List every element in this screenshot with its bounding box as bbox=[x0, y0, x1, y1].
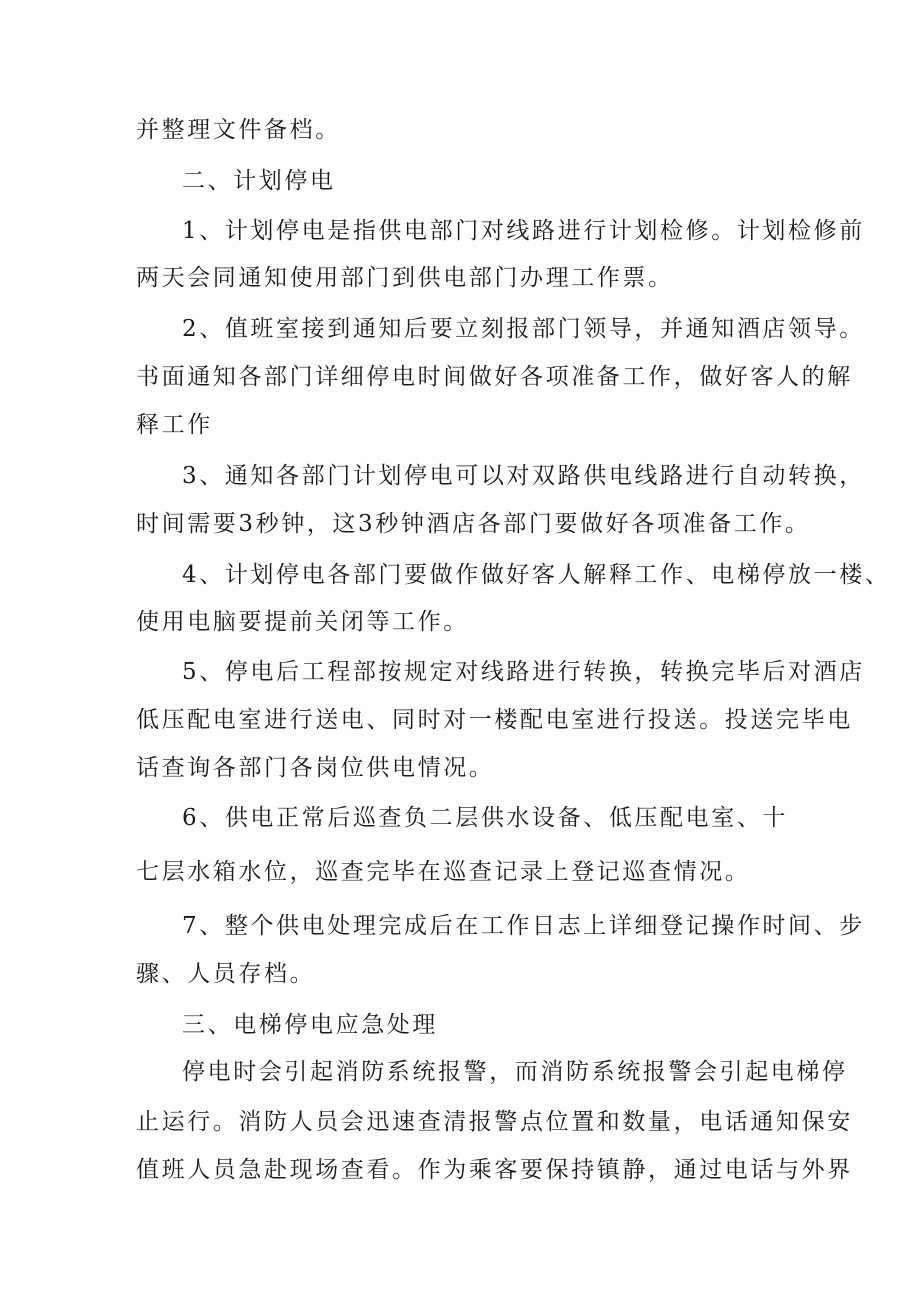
paragraph-line: 使用电脑要提前关闭等工作。 bbox=[136, 609, 469, 635]
paragraph-line: 骤、人员存档。 bbox=[136, 961, 316, 987]
paragraph-line: 停电时会引起消防系统报警，而消防系统报警会引起电梯停 bbox=[182, 1059, 848, 1085]
section-heading: 三、电梯停电应急处理 bbox=[182, 1012, 438, 1038]
paragraph-line: 并整理文件备档。 bbox=[136, 117, 341, 143]
paragraph-line: 7、整个供电处理完成后在工作日志上详细登记操作时间、步 bbox=[182, 913, 865, 939]
paragraph-line: 低压配电室进行送电、同时对一楼配电室进行投送。投送完毕电 bbox=[136, 707, 853, 733]
paragraph-line: 4、计划停电各部门要做作做好客人解释工作、电梯停放一楼、 bbox=[182, 562, 891, 588]
paragraph-line: 话查询各部门各岗位供电情况。 bbox=[136, 755, 495, 781]
paragraph-line: 七层水箱水位，巡查完毕在巡查记录上登记巡查情况。 bbox=[136, 859, 751, 885]
paragraph-line: 5、停电后工程部按规定对线路进行转换，转换完毕后对酒店 bbox=[182, 659, 865, 685]
paragraph-line: 2、值班室接到通知后要立刻报部门领导，并通知酒店领导。 bbox=[182, 316, 865, 342]
paragraph-line: 3、通知各部门计划停电可以对双路供电线路进行自动转换， bbox=[182, 463, 865, 489]
section-heading: 二、计划停电 bbox=[182, 168, 336, 194]
paragraph-line: 1、计划停电是指供电部门对线路进行计划检修。计划检修前 bbox=[182, 218, 865, 244]
paragraph-line: 止运行。消防人员会迅速查清报警点位置和数量，电话通知保安 bbox=[136, 1109, 853, 1135]
paragraph-line: 释工作 bbox=[136, 412, 213, 438]
paragraph-line: 两天会同通知使用部门到供电部门办理工作票。 bbox=[136, 265, 674, 291]
paragraph-line: 书面通知各部门详细停电时间做好各项准备工作，做好客人的解 bbox=[136, 364, 853, 390]
paragraph-line: 值班人员急赴现场查看。作为乘客要保持镇静，通过电话与外界 bbox=[136, 1157, 853, 1183]
paragraph-line: 时间需要3秒钟，这3秒钟酒店各部门要做好各项准备工作。 bbox=[136, 511, 811, 537]
paragraph-line: 6、供电正常后巡查负二层供水设备、低压配电室、十 bbox=[182, 805, 789, 831]
